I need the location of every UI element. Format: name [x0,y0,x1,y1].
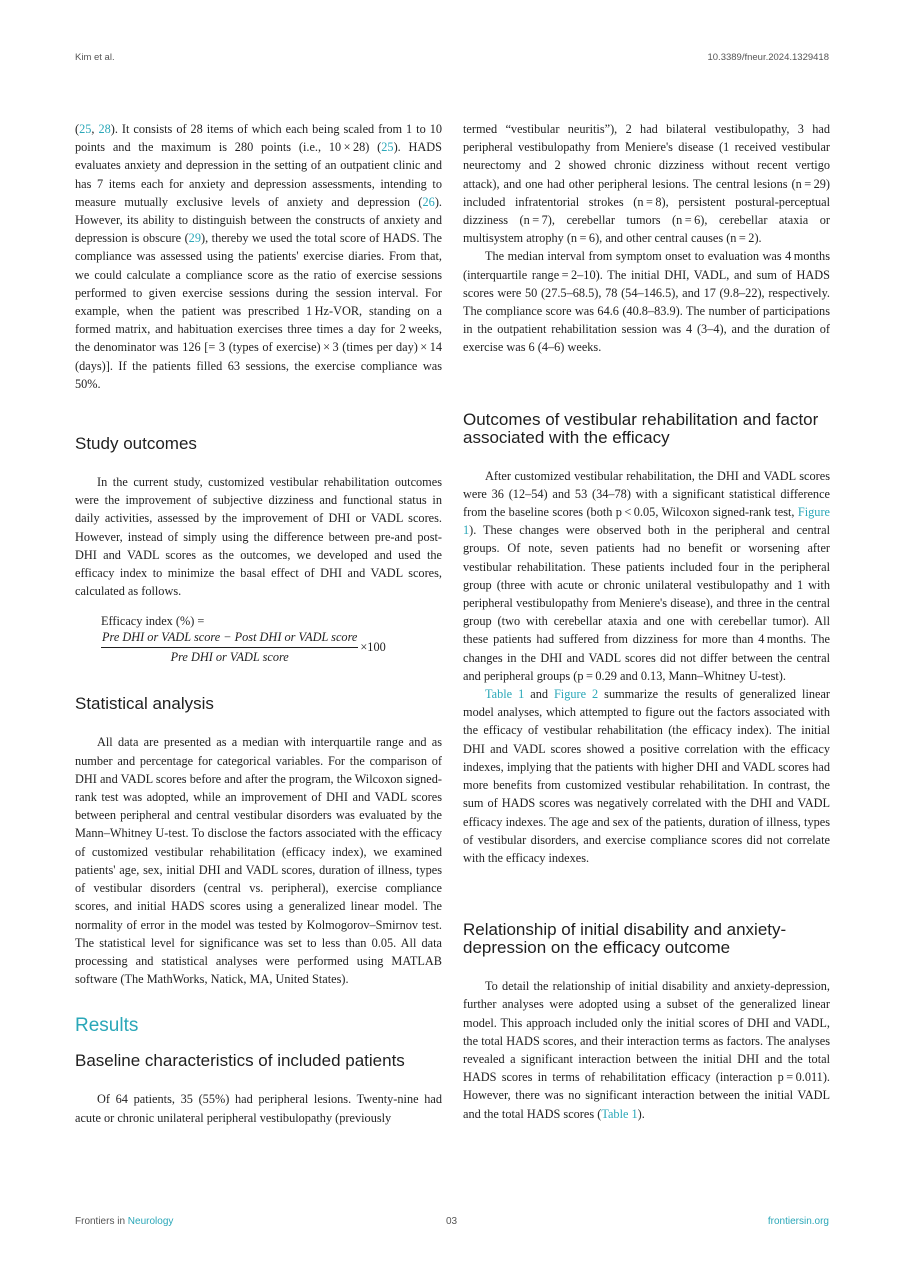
heading-statistical-analysis: Statistical analysis [75,694,214,714]
heading-relationship: Relationship of initial disability and anxiety-depression on the efficacy outcome [463,920,787,958]
citation-link[interactable]: Table 1 [485,687,525,702]
heading-results: Results [75,1015,139,1037]
paragraph-statistical-analysis: All data are presented as a median with interquartile range and as number and percentage for categorical variables. For the comparison of DHI and VADL scores before and after the program, the Wilcoxon signed-rank test was adopted, while an improvement of DHI and VADL scores between peripheral and central vestibular disorders was evaluated by the Mann–Whitney U-test. To disclose the factors associated with the efficacy of customized vestibular rehabilitation (efficacy index), we examined patients' age, sex, initial DHI and VADL scores, duration of illness, types of vestibular disorders (central vs. peripheral), exercise compliance scores, and initial HADS scores using a generalized linear model. The normality of error in the model was tested by Kolmogorov–Smirnov test. The statistical level for significance was set to less than 0.05. All data processing and statistical analyses were performed using MATLAB software (The MathWorks, Natick, MA, United States). [75,735,442,987]
citation-link[interactable]: 25 [79,122,92,136]
citation-link[interactable]: Figure 1 [463,505,830,538]
text-run: ). These changes were observed both in the peripheral and central groups. Of note, seven patients had no benefit or worsening after vestibular rehabilitation. These patients included four in the peripheral group (three with acute or chronic unilateral vestibulopathy and 1 with peripheral vestibulopathy from Meniere's disease), and three in the central group (two with cerebellar ataxia and one with cerebellar tumor). All these patients had suffered from dizziness for more than 4 months. The changes in the DHI and VADL scores did not differ between the central and peripheral groups (p = 0.29 and 0.13, Mann–Whitney U-test). [463,523,830,683]
running-header-authors: Kim et al. [75,52,115,63]
text-run: To detail the relationship of initial disability and anxiety-depression, further analyses were adopted using a subset of the generalized linear model. This approach included only the initial scores of DHI and VADL, the total HADS scores, and their interaction terms as factors. The analyses revealed a significant interaction between the initial DHI and the total HADS scores in terms of rehabilitation efficacy (interaction p = 0.011). However, there was no significant interaction between the initial VADL and the total HADS scores ( [463,979,830,1121]
citation-link[interactable]: 29 [188,231,201,246]
footer-journal [75,1216,173,1227]
left-column [75,120,442,1127]
text-run: ). HADS evaluates anxiety and depression in the setting of an outpatient clinic and has 7 items each for anxiety and depression assessments, intending to measure mutually exclusive levels of anxiety and depression ( [75,140,442,209]
citation-link[interactable]: 28 [98,122,111,136]
text-run: ). It consists of 28 items of which each being scaled from 1 to 10 points and the maximum is 280 points (i.e., 10 × 28) ( [75,122,443,155]
paragraph-lesions: termed “vestibular neuritis”), 2 had bilateral vestibulopathy, 3 had peripheral vestibulopathy from Meniere's disease (1 received vestibular neurectomy and 2 showed chronic dizziness without recent vertigo attack), and one had other peripheral lesions. The central lesions (n = 29) included infratentorial strokes (n = 8), persistent postural-perceptual dizziness (n = 7), cerebellar tumors (n = 6), cerebellar ataxia or multisystem atrophy (n = 6), and other central causes (n = 2). [463,122,830,246]
text-run: ). [637,1106,645,1121]
heading-baseline-characteristics: Baseline characteristics of included patients [75,1051,405,1071]
text-run: summarize the results of generalized linear model analyses, which attempted to figure out the factors associated with the efficacy of vestibular rehabilitation (the efficacy index). The initial DHI and VADL scores showed a positive correlation with the efficacy indexes, implying that the patients with higher DHI and VADL scores had more benefits from customized vestibular rehabilitation. In contrast, the sum of HADS scores was negatively correlated with the DHI and VADL efficacy indexes. The age and sex of the patients, duration of illness, types of vestibular disorders, and exercise compliance scores did not correlate with the efficacy indexes. [463,687,831,865]
citation-link[interactable]: Figure 2 [553,687,599,702]
equation-multiplier: ×100 [360,640,386,655]
equation-label: Efficacy index (%) = [101,614,205,629]
paragraph-study-outcomes: In the current study, customized vestibular rehabilitation outcomes were the improvement of subjective dizziness and functional status in daily activities, assessed by the improvement of DHI or VADL scores. However, instead of simply using the difference between pre-and post-DHI and VADL scores as the outcomes, we developed and used the efficacy index to minimize the basal effect of DHI and VADL scores, calculated as follows. [75,475,442,599]
equation-denominator: Pre DHI or VADL score [170,650,289,665]
text-run: ), thereby we used the total score of HADS. The compliance was assessed using the patients' exercise diaries. From that, we could calculate a compliance score as the ratio of exercise sessions performed to given exercise sessions during the session interval. For example, when the patient was prescribed 1 Hz-VOR, standing on a formed matrix, and habituation exercises three times a day for 2 weeks, the denominator was 126 [= 3 (types of exercise) × 3 (times per day) × 14 (days)]. If the patients filled 63 sessions, the exercise compliance was 50%. [75,231,442,391]
paragraph-baseline: Of 64 patients, 35 (55%) had peripheral lesions. Twenty-nine had acute or chronic unilateral peripheral vestibulopathy (previously [75,1092,442,1125]
equation-fraction [101,630,358,665]
paragraph-glm-summary [463,685,830,867]
right-column [463,120,830,1123]
text-run: and [524,687,554,702]
text-run: ( [75,122,80,136]
paragraph-outcomes [463,467,830,685]
text-run: ). However, its ability to distinguish between the constructs of anxiety and depression is obscure ( [75,194,442,246]
citation-link[interactable]: Table 1 [601,1106,638,1121]
paragraph-hads [75,120,442,393]
heading-study-outcomes: Study outcomes [75,434,197,454]
citation-link[interactable]: 25 [381,140,394,155]
text-run: After customized vestibular rehabilitation, the DHI and VADL scores were 36 (12–54) and 53 (34–78) with a significant statistical difference from the baseline scores (both p < 0.05, Wilcoxon signed-rank test, [463,468,830,520]
equation-numerator: Pre DHI or VADL score − Post DHI or VADL score [101,630,358,648]
paragraph-relationship [463,977,830,1123]
footer-journal-name[interactable]: Neurology [127,1216,174,1227]
heading-outcomes-vestibular: Outcomes of vestibular rehabilitation and factor associated with the efficacy [463,409,819,447]
efficacy-index-equation [101,612,442,665]
running-header-doi: 10.3389/fneur.2024.1329418 [707,52,829,63]
paragraph-median-interval: The median interval from symptom onset to evaluation was 4 months (interquartile range = 2–10). The initial DHI, VADL, and sum of HADS scores were 50 (27.5–68.5), 78 (54–146.5), and 17 (9.8–22), respectively. The compliance score was 64.6 (40.8–83.9). The number of participations in the outpatient rehabilitation session was 4 (3–4), and the duration of exercise was 6 (4–6) weeks. [463,249,830,355]
footer-site-link[interactable]: frontiersin.org [767,1216,829,1227]
page-number: 03 [446,1216,458,1227]
text-run: , [91,122,99,136]
footer-journal-prefix: Frontiers in [75,1216,128,1227]
citation-link[interactable]: 26 [422,194,435,209]
